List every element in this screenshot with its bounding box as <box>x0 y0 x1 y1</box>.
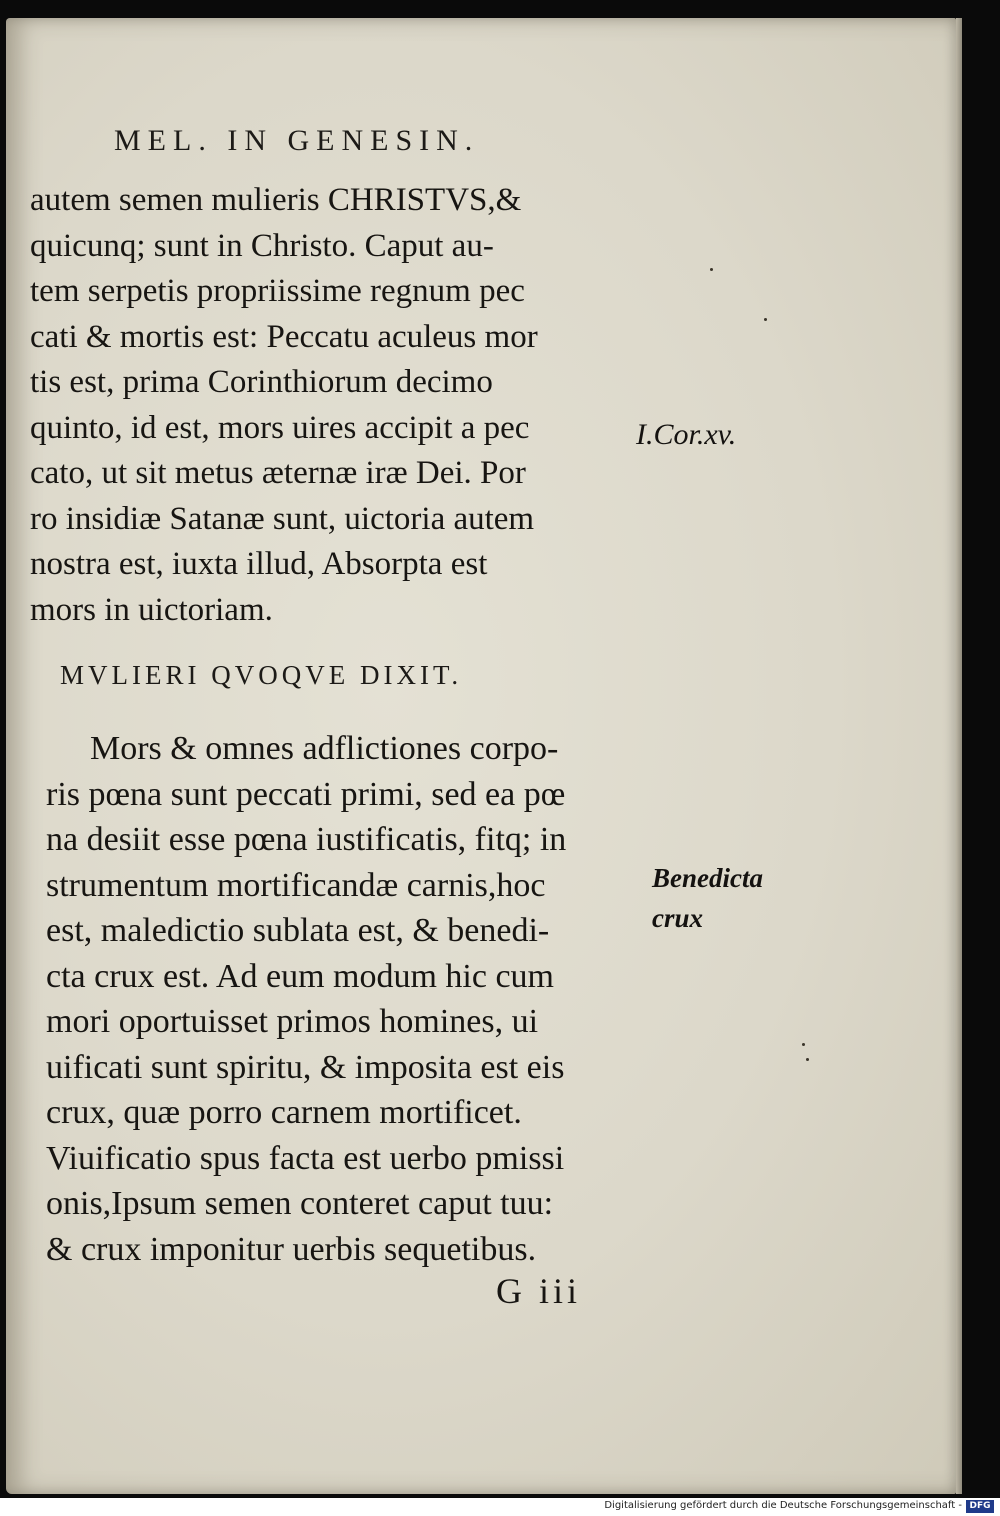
text-line: nostra est, iuxta illud, Absorpta est <box>30 546 488 582</box>
signature-mark: G iii <box>496 1271 582 1311</box>
margin-note-cor: I.Cor.xv. <box>636 418 737 451</box>
text-line: quicunq; sunt in Christo. Caput au- <box>30 227 494 264</box>
text-line: ro insidiæ Satanæ sunt, uictoria autem <box>30 500 535 537</box>
text-line: cati & mortis est: Peccatu aculeus mor <box>30 318 538 355</box>
page-edge <box>956 18 962 1494</box>
text-line: autem semen mulieris CHRISTVS,& <box>30 182 522 218</box>
text-line: strumentum mortificandæ carnis,hoc <box>46 866 546 904</box>
text-line: cato, ut sit metus æternæ iræ Dei. Por <box>30 455 526 491</box>
text-line: mors in uictoriam. <box>30 591 273 628</box>
paragraph-1 <box>30 178 635 633</box>
text-line: tem serpetis propriissime regnum pec <box>30 273 525 309</box>
margin-note-benedicta <box>652 858 763 938</box>
text-line: onis,Ipsum semen conteret caput tuu: <box>46 1185 554 1222</box>
margin-note-line: crux <box>652 903 704 933</box>
text-line: Viuificatio spus facta est uerbo pmissi <box>46 1139 565 1177</box>
text-line: mori oportuisset primos homines, ui <box>46 1003 539 1040</box>
text-line: uificati sunt spiritu, & imposita est eis <box>46 1048 565 1086</box>
text-line: & crux imponitur uerbis sequetibus. <box>46 1230 537 1268</box>
text-line: est, maledictio sublata est, & benedi- <box>46 912 550 949</box>
dfg-logo: DFG <box>966 1500 994 1513</box>
text-line: ris pœna sunt peccati primi, sed ea pœ <box>46 775 566 813</box>
text-line: cta crux est. Ad eum modum hic cum <box>46 957 554 995</box>
text-line: quinto, id est, mors uires accipit a pec <box>30 409 530 446</box>
text-line: Mors & omnes adflictiones corpo- <box>90 730 559 767</box>
footer-bar <box>0 1498 1000 1516</box>
paragraph-2 <box>46 726 646 1272</box>
section-heading: MVLIERI QVOQVE DIXIT. <box>60 660 463 690</box>
text-line: na desiit esse pœna iustificatis, fitq; in <box>46 821 567 858</box>
text-line: tis est, prima Corinthiorum decimo <box>30 364 493 400</box>
running-head: MEL. IN GENESIN. <box>114 124 480 157</box>
footer-credit: Digitalisierung gefördert durch die Deutsche Forschungsgemeinschaft - <box>604 1500 962 1511</box>
margin-note-line: Benedicta <box>652 863 763 893</box>
text-line: crux, quæ porro carnem mortificet. <box>46 1094 522 1131</box>
